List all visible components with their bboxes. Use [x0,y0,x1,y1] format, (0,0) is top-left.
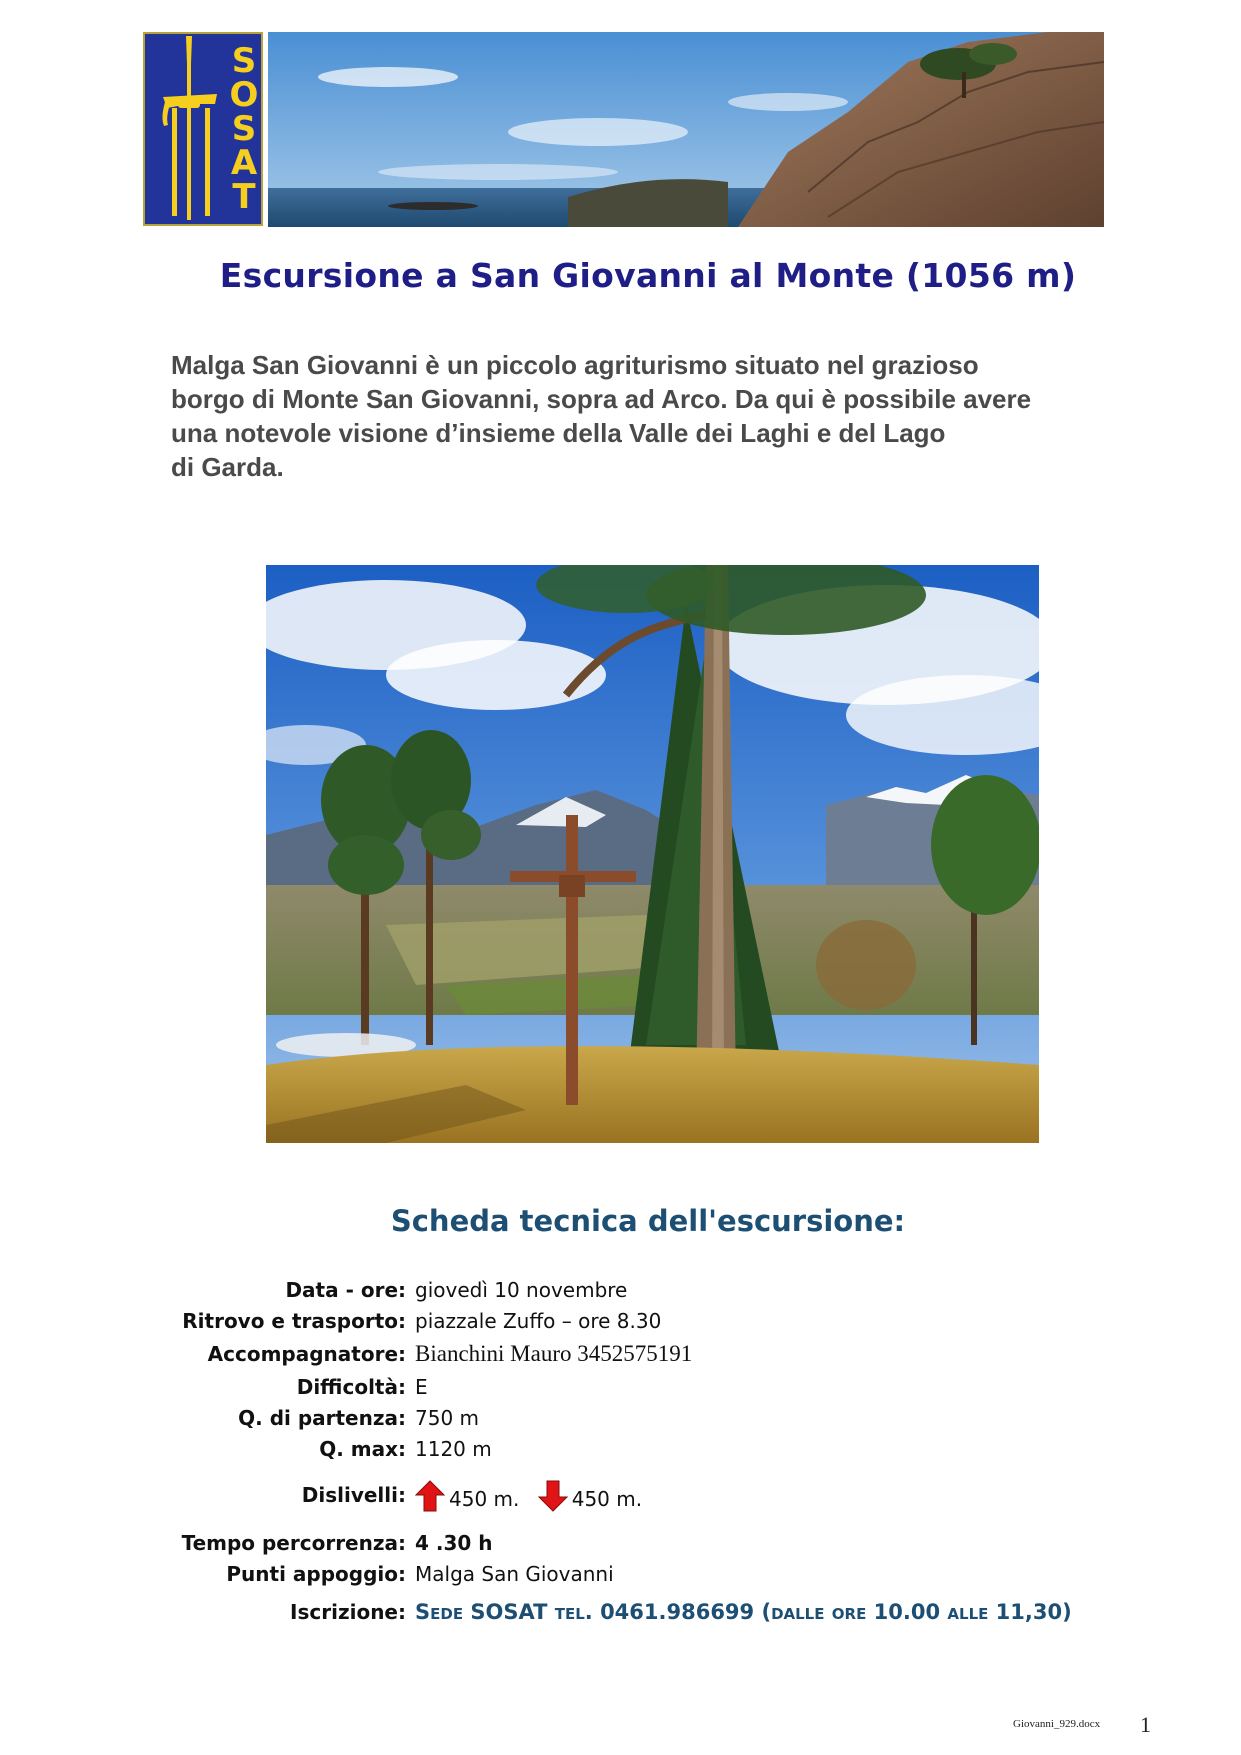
date-label: Data - ore: [285,1278,406,1302]
time-value: 4 .30 h [415,1531,493,1555]
logo-letter: S [231,109,257,149]
support-label: Punti appoggio: [226,1562,406,1586]
time-label: Tempo percorrenza: [181,1531,406,1555]
row-meeting [0,1306,1241,1336]
logo-letter: O [229,75,259,115]
logo-letter: S [231,41,257,81]
logo-letter: T [232,177,256,217]
row-time [0,1528,1241,1558]
row-difficulty [0,1372,1241,1402]
intro-line: borgo di Monte San Giovanni, sopra ad Arco. Da qui è possibile avere [171,384,1032,414]
meeting-label: Ritrovo e trasporto: [182,1309,406,1333]
max-altitude-label: Q. max: [319,1437,406,1461]
row-guide [0,1339,1241,1369]
intro-line: una notevole visione d’insieme della Valle dei Laghi e del Lago [171,418,946,448]
support-value: Malga San Giovanni [415,1562,614,1586]
page-number: 1 [1140,1712,1151,1737]
arrow-down-icon [538,1480,568,1512]
page-title: Escursione a San Giovanni al Monte (1056 m) [219,256,1077,295]
sosat-logo [143,32,263,226]
logo-letter: A [230,143,258,183]
sheet-title: Scheda tecnica dell'escursione: [390,1204,906,1238]
header-banner-image [268,32,1104,227]
row-max-altitude [0,1434,1241,1464]
landscape-photo [266,565,1039,1143]
intro-line: Malga San Giovanni è un piccolo agriturismo situato nel grazioso [171,350,979,380]
intro-line: di Garda. [171,452,284,482]
row-signup [0,1597,1241,1627]
guide-label: Accompagnatore: [207,1342,406,1366]
start-altitude-value: 750 m [415,1406,480,1430]
meeting-value: piazzale Zuffo – ore 8.30 [415,1309,662,1333]
elevation-values [415,1480,642,1516]
descent-value: 450 m. [571,1487,643,1511]
max-altitude-value: 1120 m [415,1437,492,1461]
row-elevation [0,1480,1241,1516]
start-altitude-label: Q. di partenza: [238,1406,406,1430]
ascent-value: 450 m. [449,1487,520,1511]
row-start-altitude [0,1403,1241,1433]
guide-value: Bianchini Mauro 3452575191 [415,1341,693,1366]
logo-letters [227,41,261,217]
elevation-label: Dislivelli: [301,1483,406,1507]
difficulty-label: Difficoltà: [296,1375,406,1399]
row-date [0,1275,1241,1305]
arrow-up-icon [415,1480,445,1512]
signup-value: Sede SOSAT tel. 0461.986699 (dalle ore 10.00 alle 11,30) [415,1600,1072,1624]
signup-label: Iscrizione: [290,1600,406,1624]
intro-paragraph [171,348,1111,484]
difficulty-value: E [415,1375,428,1399]
footer-filename: Giovanni_929.docx [1013,1718,1101,1730]
row-support [0,1559,1241,1589]
date-value: giovedì 10 novembre [415,1278,628,1302]
